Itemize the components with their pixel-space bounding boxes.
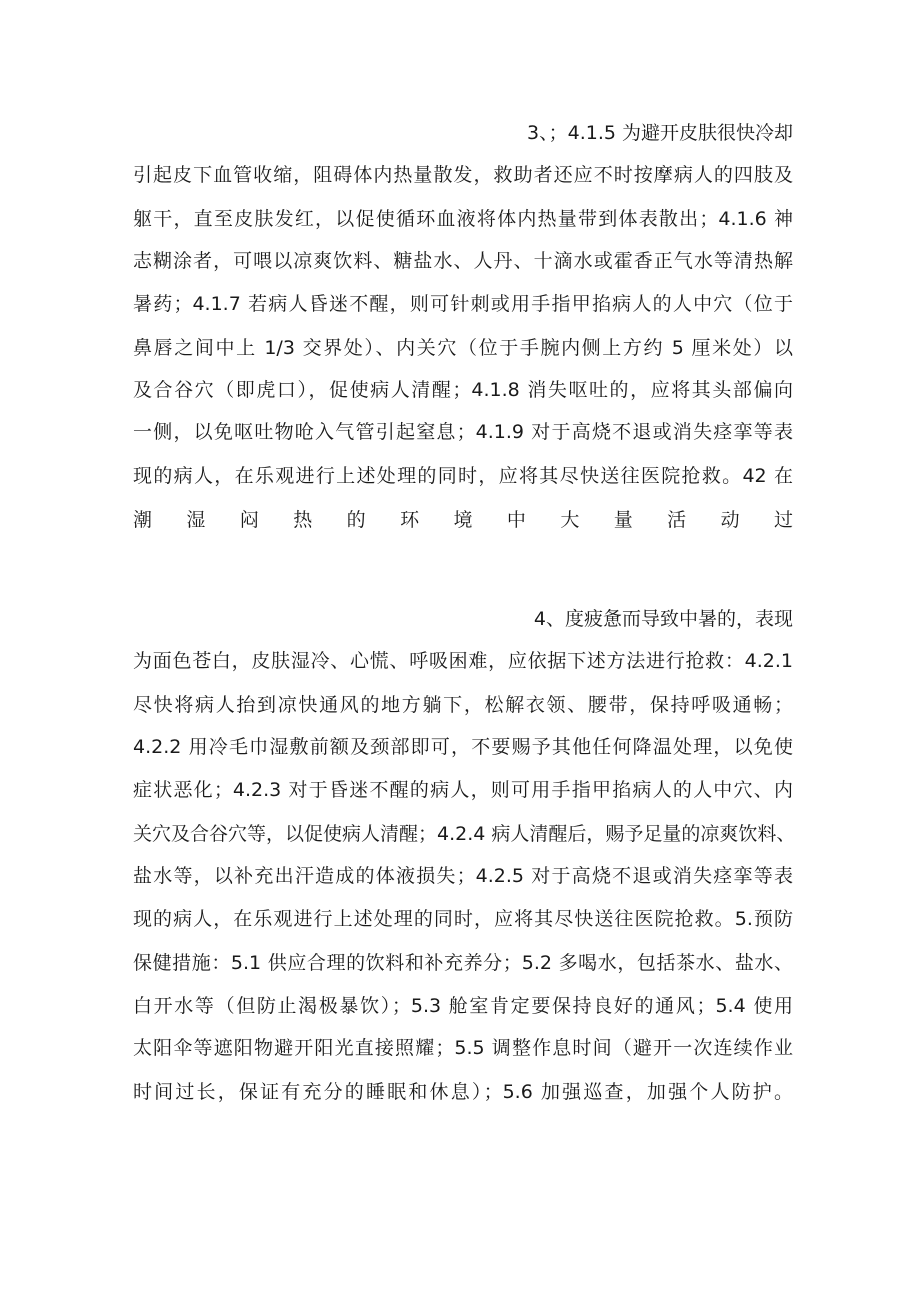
text-line: 4、度疲惫而导致中暑的，表现 <box>533 608 793 630</box>
text-line: 盐水等，以补充出汗造成的体液损失；4.2.5 对于高烧不退或消失痉挛等表 <box>133 865 793 887</box>
text-line: 一侧，以免呕吐物呛入气管引起窒息；4.1.9 对于高烧不退或消失痉挛等表 <box>133 421 793 443</box>
text-line: 鼻唇之间中上 1/3 交界处）、内关穴（位于手腕内侧上方约 5 厘米处）以 <box>133 337 793 359</box>
text-line: 志糊涂者，可喂以凉爽饮料、糖盐水、人丹、十滴水或霍香正气水等清热解 <box>133 250 793 272</box>
text-line: 4.2.2 用冷毛巾湿敷前额及颈部即可，不要赐予其他任何降温处理，以免使 <box>133 736 793 758</box>
text-line: 尽快将病人抬到凉快通风的地方躺下，松解衣领、腰带，保持呼吸通畅； <box>133 694 793 716</box>
text-line: 3、；4.1.5 为避开皮肤很快冷却 <box>527 122 793 144</box>
text-line: 引起皮下血管收缩，阻碍体内热量散发，救助者还应不时按摩病人的四肢及 <box>133 164 793 186</box>
text-line: 时间过长，保证有充分的睡眠和休息）；5.6 加强巡查，加强个人防护。 <box>133 1081 793 1103</box>
text-line: 躯干，直至皮肤发红，以促使循环血液将体内热量带到体表散出；4.1.6 神 <box>133 208 793 230</box>
text-line: 保健措施：5.1 供应合理的饮料和补充养分；5.2 多喝水，包括茶水、盐水、 <box>133 952 793 974</box>
text-line: 潮湿闷热的环境中大量活动过 <box>133 509 793 531</box>
text-line: 白开水等（但防止渴极暴饮）；5.3 舱室肯定要保持良好的通风；5.4 使用 <box>133 995 793 1017</box>
text-line <box>133 548 793 578</box>
text-line: 症状恶化；4.2.3 对于昏迷不醒的病人，则可用手指甲掐病人的人中穴、内 <box>133 779 793 801</box>
text-line: 现的病人，在乐观进行上述处理的同时，应将其尽快送往医院抢救。42 在 <box>133 465 793 487</box>
text-line: 太阳伞等遮阳物避开阳光直接照耀；5.5 调整作息时间（避开一次连续作业 <box>133 1037 793 1059</box>
text-line: 暑药；4.1.7 若病人昏迷不醒，则可针刺或用手指甲掐病人的人中穴（位于 <box>133 293 793 315</box>
text-line: 现的病人，在乐观进行上述处理的同时，应将其尽快送往医院抢救。5.预防 <box>133 908 793 930</box>
text-line: 及合谷穴（即虎口），促使病人清醒；4.1.8 消失呕吐的，应将其头部偏向 <box>133 379 793 401</box>
text-line: 为面色苍白，皮肤湿冷、心慌、呼吸困难，应依据下述方法进行抢救：4.2.1 <box>133 650 793 672</box>
text-line: 关穴及合谷穴等，以促使病人清醒；4.2.4 病人清醒后，赐予足量的凉爽饮料、 <box>133 823 796 845</box>
text-line <box>133 1120 793 1150</box>
